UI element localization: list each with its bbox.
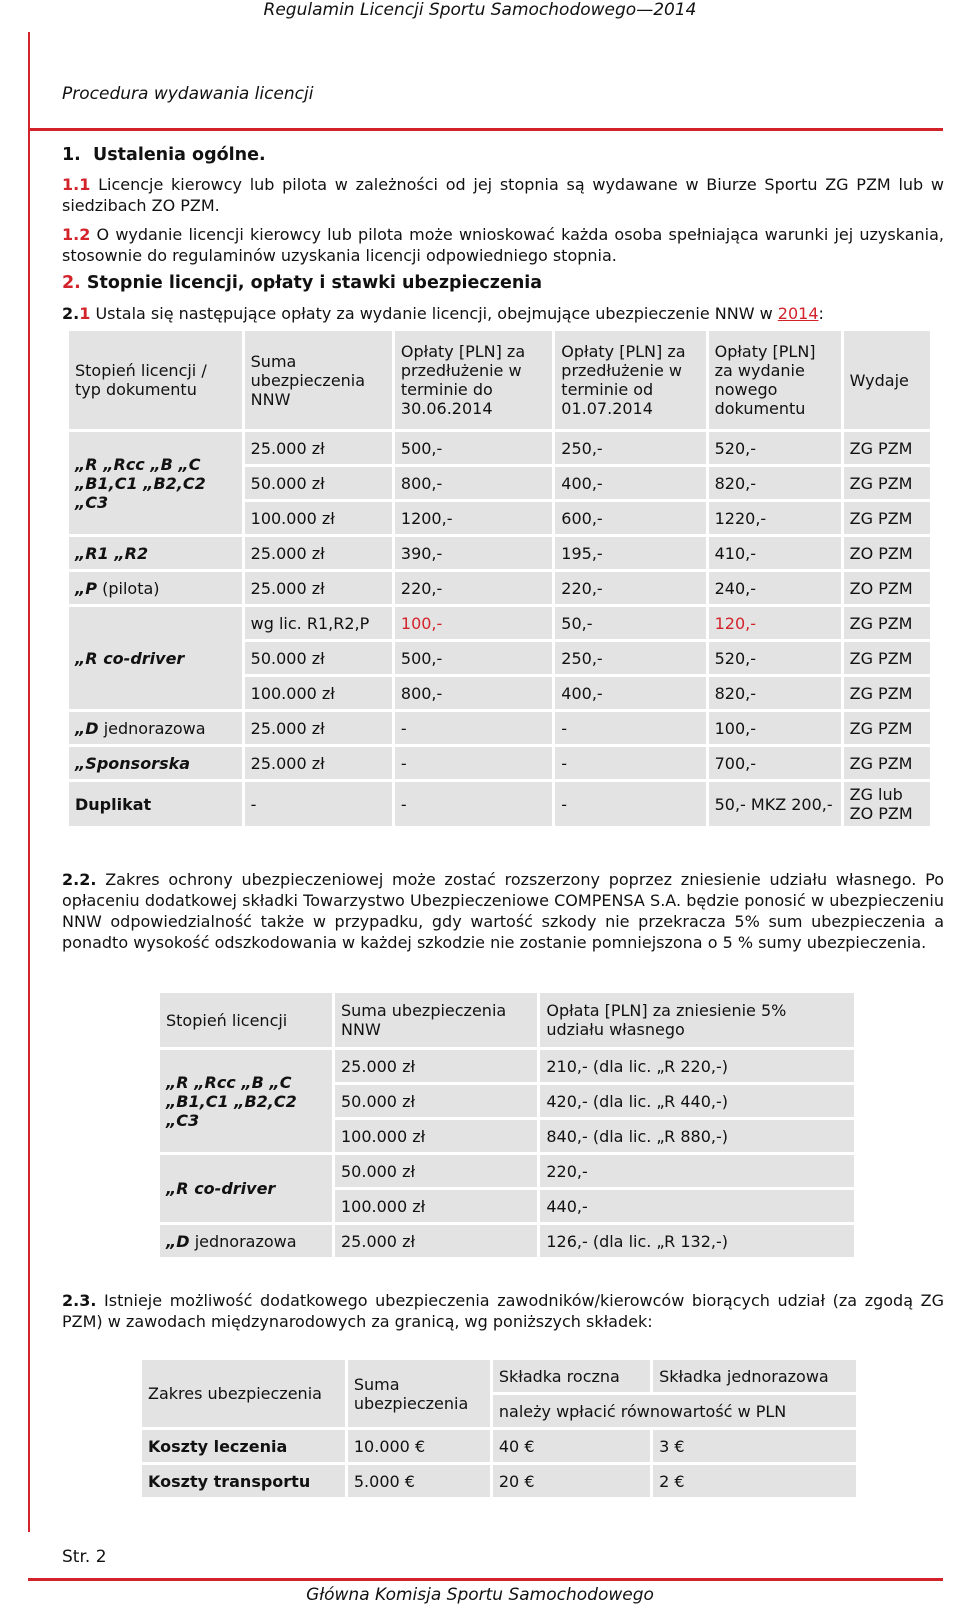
cell: 210,- (dla lic. „R 220,-) [540,1050,854,1082]
table-row [69,712,930,744]
international-insurance-table [139,1357,859,1500]
paragraph-2-1: 2.1 Ustala się następujące opłaty za wydanie licencji, obejmujące ubezpieczenie NNW w 2014: [62,304,824,323]
table-row [69,607,930,639]
header-rule [28,128,943,131]
cell: - [555,712,705,744]
header-cell: Składka jednorazowa [653,1360,856,1392]
cell: 250,- [555,642,705,674]
cell: 440,- [540,1190,854,1222]
table-header-row [69,331,930,429]
para-number: 2.2. [62,870,97,889]
cell: 25.000 zł [245,712,392,744]
license-label: „P (pilota) [69,572,242,604]
cell: 500,- [395,432,552,464]
header-cell: Suma ubezpieczenia NNW [245,331,392,429]
cell: ZG PZM [844,502,930,534]
license-label: „R co-driver [69,607,242,709]
para-text: Licencje kierowcy lub pilota w zależności od jej stopnia są wydawane w Biurze Sportu ZG PZM lub w siedzibach ZO PZM. [62,175,944,215]
cell: 420,- (dla lic. „R 440,-) [540,1085,854,1117]
cell: 195,- [555,537,705,569]
cell: 5.000 € [348,1465,490,1497]
para-number: 1.2 [62,225,91,244]
cell: - [245,782,392,826]
cell: 1200,- [395,502,552,534]
table-row [142,1430,856,1462]
para-number: 2.1 [62,304,91,323]
license-label: Duplikat [69,782,242,826]
cell: 100.000 zł [245,677,392,709]
table-row [160,1155,854,1187]
cell: 220,- [555,572,705,604]
table-row [69,537,930,569]
heading-number: 1. [62,145,81,165]
header-cell: Opłaty [PLN] za przedłużenie w terminie do 30.06.2014 [395,331,552,429]
heading-text: Ustalenia ogólne. [93,145,266,165]
paragraph-1-2 [62,224,944,266]
page-number: Str. 2 [62,1547,107,1567]
cell: ZO PZM [844,537,930,569]
paragraph-2-2 [62,869,944,953]
cell: 800,- [395,467,552,499]
section-title: Procedura wydawania licencji [62,84,314,104]
cell: Koszty leczenia [142,1430,345,1462]
cell: ZG PZM [844,677,930,709]
license-label: „R co-driver [160,1155,332,1222]
cell: 20 € [493,1465,650,1497]
header-cell: Opłaty [PLN] za wydanie nowego dokumentu [709,331,841,429]
table-header-row [160,993,854,1047]
cell: 250,- [555,432,705,464]
cell: 50,- MKZ 200,- [709,782,841,826]
header-cell: Wydaje [844,331,930,429]
heading-2 [62,273,542,293]
cell: 126,- (dla lic. „R 132,-) [540,1225,854,1257]
cell: 100.000 zł [245,502,392,534]
license-label: „D jednorazowa [69,712,242,744]
cell: ZG PZM [844,432,930,464]
cell: 1220,- [709,502,841,534]
cell: - [395,782,552,826]
cell: 410,- [709,537,841,569]
year-link: 2014 [777,304,819,323]
deductible-table [157,990,857,1260]
cell: 800,- [395,677,552,709]
cell: 400,- [555,677,705,709]
page-footer: Główna Komisja Sportu Samochodowego [306,1585,654,1605]
footer-rule [28,1578,943,1581]
cell: 25.000 zł [245,432,392,464]
table-row [142,1465,856,1497]
cell: wg lic. R1,R2,P [245,607,392,639]
cell: 10.000 € [348,1430,490,1462]
cell: 820,- [709,467,841,499]
cell: 25.000 zł [335,1050,537,1082]
para-text: Istnieje możliwość dodatkowego ubezpieczenia zawodników/kierowców biorących udział (za zgodą ZG PZM) w zawodach międzynarodowych za granicą, wg poniższych składek: [62,1291,944,1331]
cell: 400,- [555,467,705,499]
cell: ZO PZM [844,572,930,604]
cell: 40 € [493,1430,650,1462]
cell: - [555,747,705,779]
cell: ZG PZM [844,747,930,779]
header-cell: Stopień licencji / typ dokumentu [69,331,242,429]
cell: 820,- [709,677,841,709]
table-header-row [142,1360,856,1392]
cell: Koszty transportu [142,1465,345,1497]
cell: 25.000 zł [245,572,392,604]
cell: 50.000 zł [245,467,392,499]
header-cell: Suma ubezpieczenia NNW [335,993,537,1047]
table-row [160,1050,854,1082]
cell: ZG lub ZO PZM [844,782,930,826]
license-label: „Sponsorska [69,747,242,779]
heading-number: 2. [62,273,81,293]
cell: 50,- [555,607,705,639]
cell: 600,- [555,502,705,534]
cell: 100.000 zł [335,1190,537,1222]
heading-1 [62,145,266,165]
cell: - [395,747,552,779]
header-cell: Suma ubezpieczenia [348,1360,490,1427]
header-cell: Składka roczna [493,1360,650,1392]
cell: 390,- [395,537,552,569]
cell: 25.000 zł [245,747,392,779]
cell: ZG PZM [844,712,930,744]
cell: - [555,782,705,826]
cell: 50.000 zł [245,642,392,674]
paragraph-1-1 [62,174,944,216]
cell: 700,- [709,747,841,779]
cell: ZG PZM [844,467,930,499]
header-cell: Zakres ubezpieczenia [142,1360,345,1427]
cell: 100,- [395,607,552,639]
cell: 100.000 zł [335,1120,537,1152]
header-cell: Opłaty [PLN] za przedłużenie w terminie od 01.07.2014 [555,331,705,429]
header-cell: Stopień licencji [160,993,332,1047]
paragraph-2-3 [62,1290,944,1332]
cell: 120,- [709,607,841,639]
cell: 220,- [395,572,552,604]
header-cell: Opłata [PLN] za zniesienie 5% udziału własnego [540,993,854,1047]
cell: - [395,712,552,744]
table-row [160,1225,854,1257]
para-text: Zakres ochrony ubezpieczeniowej może zostać rozszerzony poprzez zniesienie udziału własnego. Po opłaceniu dodatkowej składki Towarzystwo Ubezpieczeniowe COMPENSA S.A. będzie ponosić w ubezpieczeniu NNW odpowiedzialność także w przypadku, gdy wartość szkody nie przekracza 5% sum ubezpieczenia a ponadto wysokość odszkodowania w każdej szkodzie nie zostanie pomniejszona o 5 % sumy ubezpieczenia. [62,870,944,952]
cell: ZG PZM [844,642,930,674]
cell: 100,- [709,712,841,744]
cell: ZG PZM [844,607,930,639]
license-group-label: „R „Rcc „B „C „B1,C1 „B2,C2 „C3 [69,432,242,534]
cell: 2 € [653,1465,856,1497]
page-header: Regulamin Licencji Sportu Samochodowego—2014 [263,0,697,20]
para-number: 1.1 [62,175,91,194]
heading-text: Stopnie licencji, opłaty i stawki ubezpieczenia [86,273,543,293]
cell: 500,- [395,642,552,674]
cell: 25.000 zł [335,1225,537,1257]
left-margin-rule [28,32,30,1532]
cell: 520,- [709,432,841,464]
cell: 840,- (dla lic. „R 880,-) [540,1120,854,1152]
cell: 50.000 zł [335,1085,537,1117]
cell: 25.000 zł [245,537,392,569]
cell: 50.000 zł [335,1155,537,1187]
table-row [69,782,930,826]
fees-table [66,328,933,829]
para-number: 2.3. [62,1291,97,1310]
para-text: Ustala się następujące opłaty za wydanie licencji, obejmujące ubezpieczenie NNW w [95,304,773,323]
cell: 220,- [540,1155,854,1187]
cell: 520,- [709,642,841,674]
license-label: „R1 „R2 [69,537,242,569]
table-row [69,432,930,464]
license-label: „D jednorazowa [160,1225,332,1257]
cell: 3 € [653,1430,856,1462]
cell: 240,- [709,572,841,604]
para-text: O wydanie licencji kierowcy lub pilota może wnioskować każda osoba spełniająca warunki jej uzyskania, stosownie do regulaminów uzyskania licencji odpowiedniego stopnia. [62,225,944,265]
license-group-label: „R „Rcc „B „C „B1,C1 „B2,C2 „C3 [160,1050,332,1152]
table-row [69,572,930,604]
header-note: należy wpłacić równowartość w PLN [493,1395,856,1427]
table-row [69,747,930,779]
